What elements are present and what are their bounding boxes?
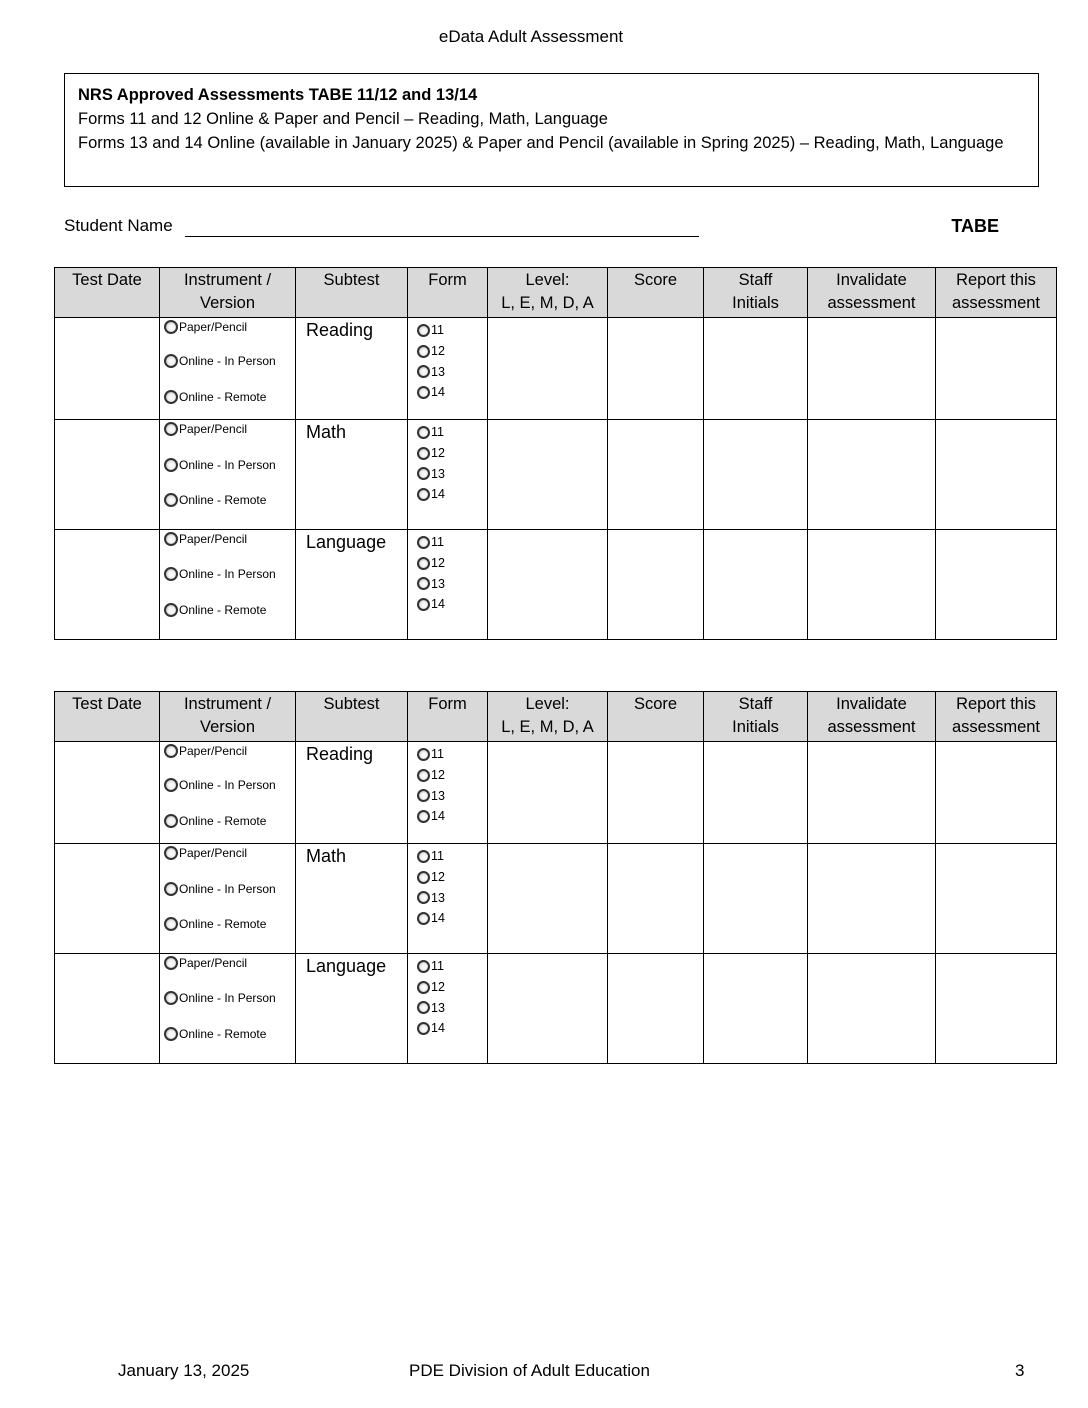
- subtest-cell: [296, 420, 408, 530]
- invalidate-cell[interactable]: [808, 318, 936, 420]
- radio-button-icon[interactable]: [417, 1001, 430, 1014]
- form-option[interactable]: [417, 887, 487, 908]
- form-option[interactable]: [417, 443, 487, 464]
- header-score: Score: [608, 268, 704, 318]
- table-body: [55, 318, 1057, 640]
- footer-page-number: 3: [1015, 1361, 1025, 1380]
- form-option[interactable]: [417, 341, 487, 362]
- subtest-cell: [296, 844, 408, 954]
- form-cell: [408, 954, 488, 1064]
- student-name-row: [64, 216, 999, 236]
- form-option[interactable]: [417, 422, 487, 443]
- header-form: Form: [408, 268, 488, 318]
- assessment-table-1: [54, 267, 1057, 640]
- report-cell[interactable]: [936, 318, 1057, 420]
- report-cell[interactable]: [936, 954, 1057, 1064]
- table-body: [55, 742, 1057, 1064]
- instrument-cell: [160, 318, 296, 420]
- form-option-label: 13: [431, 890, 445, 905]
- instrument-option-label: Online - Remote: [179, 603, 267, 617]
- form-cell: [408, 742, 488, 844]
- radio-button-icon[interactable]: [417, 960, 430, 973]
- report-cell[interactable]: [936, 530, 1057, 640]
- invalidate-cell[interactable]: [808, 530, 936, 640]
- instrument-option[interactable]: [164, 991, 276, 1005]
- header-invalidate: Invalidate assessment: [808, 692, 936, 742]
- score-cell[interactable]: [608, 742, 704, 844]
- instrument-option-label: Online - In Person: [179, 882, 276, 896]
- header-test-date: Test Date: [55, 268, 160, 318]
- score-cell[interactable]: [608, 530, 704, 640]
- radio-button-icon[interactable]: [164, 778, 178, 792]
- form-cell: [408, 530, 488, 640]
- subtest-label: Reading: [306, 744, 374, 764]
- header-level: Level: L, E, M, D, A: [488, 692, 608, 742]
- form-option[interactable]: [417, 361, 487, 382]
- radio-button-icon[interactable]: [164, 917, 178, 931]
- radio-button-icon[interactable]: [417, 426, 430, 439]
- subtest-label: Math: [306, 422, 347, 442]
- form-option[interactable]: [417, 553, 487, 574]
- subtest-label: Language: [306, 532, 387, 552]
- form-option[interactable]: [417, 785, 487, 806]
- instrument-cell: [160, 420, 296, 530]
- form-option-label: 13: [431, 364, 445, 379]
- test-date-cell[interactable]: [55, 954, 160, 1064]
- table-row: [55, 742, 1057, 844]
- subtest-cell: [296, 530, 408, 640]
- radio-button-icon[interactable]: [164, 882, 178, 896]
- form-option-label: 11: [431, 959, 444, 974]
- instrument-option-label: Online - Remote: [179, 390, 267, 404]
- level-cell[interactable]: [488, 742, 608, 844]
- radio-button-icon[interactable]: [164, 458, 178, 472]
- instrument-option-label: Paper/Pencil: [179, 846, 248, 860]
- form-option-label: 12: [431, 870, 445, 885]
- instrument-option[interactable]: [164, 354, 276, 368]
- form-option-label: 11: [431, 535, 444, 550]
- radio-button-icon[interactable]: [417, 577, 430, 590]
- radio-button-icon[interactable]: [164, 320, 178, 334]
- form-option-label: 13: [431, 1000, 445, 1015]
- header-report: Report this assessment: [936, 692, 1057, 742]
- student-name-label: Student Name: [64, 216, 173, 235]
- score-cell[interactable]: [608, 954, 704, 1064]
- instrument-option-label: Paper/Pencil: [179, 422, 248, 436]
- form-option-label: 12: [431, 446, 445, 461]
- instrument-cell: [160, 844, 296, 954]
- test-date-cell[interactable]: [55, 420, 160, 530]
- form-option[interactable]: [417, 320, 487, 341]
- form-option-label: 11: [431, 425, 444, 440]
- form-option[interactable]: [417, 573, 487, 594]
- radio-button-icon[interactable]: [417, 324, 430, 337]
- form-option-label: 13: [431, 788, 445, 803]
- radio-button-icon[interactable]: [417, 447, 430, 460]
- instrument-option[interactable]: [164, 956, 247, 970]
- instrument-option[interactable]: [164, 814, 266, 828]
- instrument-option[interactable]: [164, 846, 247, 860]
- instrument-option-label: Paper/Pencil: [179, 532, 248, 546]
- instrument-option[interactable]: [164, 882, 276, 896]
- form-option-label: 14: [431, 809, 445, 824]
- radio-button-icon[interactable]: [417, 850, 430, 863]
- level-cell[interactable]: [488, 420, 608, 530]
- subtest-label: Math: [306, 846, 347, 866]
- radio-button-icon[interactable]: [164, 956, 178, 970]
- radio-button-icon[interactable]: [164, 1027, 178, 1041]
- subtest-cell: [296, 954, 408, 1064]
- header-score: Score: [608, 692, 704, 742]
- test-date-cell[interactable]: [55, 318, 160, 420]
- invalidate-cell[interactable]: [808, 420, 936, 530]
- document-header: eData Adult Assessment: [438, 27, 624, 46]
- header-level: Level: L, E, M, D, A: [488, 268, 608, 318]
- form-option-label: 14: [431, 385, 445, 400]
- form-option[interactable]: [417, 463, 487, 484]
- radio-button-icon[interactable]: [164, 493, 178, 507]
- form-option-label: 12: [431, 556, 445, 571]
- radio-button-icon[interactable]: [417, 536, 430, 549]
- instrument-option-label: Online - Remote: [179, 814, 267, 828]
- form-option[interactable]: [417, 956, 487, 977]
- form-option[interactable]: [417, 867, 487, 888]
- instrument-option[interactable]: [164, 320, 247, 334]
- form-option-label: 14: [431, 1021, 445, 1036]
- radio-button-icon[interactable]: [417, 488, 430, 501]
- radio-button-icon[interactable]: [417, 386, 430, 399]
- footer-org: PDE Division of Adult Education: [409, 1361, 650, 1380]
- level-cell[interactable]: [488, 954, 608, 1064]
- radio-button-icon[interactable]: [417, 557, 430, 570]
- instrument-option-label: Online - In Person: [179, 354, 276, 368]
- staff-initials-cell[interactable]: [704, 420, 808, 530]
- instrument-option[interactable]: [164, 567, 276, 581]
- staff-initials-cell[interactable]: [704, 742, 808, 844]
- instrument-option-label: Paper/Pencil: [179, 744, 248, 758]
- form-option[interactable]: [417, 594, 487, 615]
- radio-button-icon[interactable]: [417, 365, 430, 378]
- header-staff-initials: Staff Initials: [704, 692, 808, 742]
- instrument-option[interactable]: [164, 603, 266, 617]
- instrument-option[interactable]: [164, 458, 276, 472]
- subtest-label: Language: [306, 956, 387, 976]
- radio-button-icon[interactable]: [417, 769, 430, 782]
- form-cell: [408, 318, 488, 420]
- table-row: [55, 844, 1057, 954]
- subtest-cell: [296, 742, 408, 844]
- instrument-option-label: Paper/Pencil: [179, 320, 248, 334]
- assessment-table-2: [54, 691, 1057, 1064]
- student-name-field[interactable]: [185, 236, 699, 237]
- radio-button-icon[interactable]: [417, 891, 430, 904]
- info-heading: NRS Approved Assessments TABE 11/12 and 13/14: [78, 86, 478, 104]
- form-option[interactable]: [417, 532, 487, 553]
- table-row: [55, 318, 1057, 420]
- staff-initials-cell[interactable]: [704, 844, 808, 954]
- radio-button-icon[interactable]: [417, 467, 430, 480]
- instrument-option-label: Paper/Pencil: [179, 956, 248, 970]
- invalidate-cell[interactable]: [808, 844, 936, 954]
- form-option-label: 12: [431, 980, 445, 995]
- radio-button-icon[interactable]: [417, 810, 430, 823]
- level-cell[interactable]: [488, 844, 608, 954]
- instrument-option[interactable]: [164, 390, 266, 404]
- instrument-option-label: Online - In Person: [179, 567, 276, 581]
- form-option[interactable]: [417, 977, 487, 998]
- staff-initials-cell[interactable]: [704, 318, 808, 420]
- table-row: [55, 954, 1057, 1064]
- instrument-cell: [160, 742, 296, 844]
- assessment-info-box: [64, 73, 1039, 187]
- form-option-label: 11: [431, 323, 444, 338]
- form-option-label: 11: [431, 849, 444, 864]
- instrument-option-label: Online - In Person: [179, 458, 276, 472]
- table-row: [55, 420, 1057, 530]
- test-date-cell[interactable]: [55, 844, 160, 954]
- radio-button-icon[interactable]: [164, 744, 178, 758]
- table-header-row: [55, 692, 1057, 742]
- instrument-option-label: Online - Remote: [179, 493, 267, 507]
- instrument-option[interactable]: [164, 778, 276, 792]
- radio-button-icon[interactable]: [417, 981, 430, 994]
- form-option-label: 11: [431, 747, 444, 762]
- header-staff-initials: Staff Initials: [704, 268, 808, 318]
- level-cell[interactable]: [488, 318, 608, 420]
- report-cell[interactable]: [936, 420, 1057, 530]
- form-cell: [408, 844, 488, 954]
- score-cell[interactable]: [608, 844, 704, 954]
- form-option[interactable]: [417, 1018, 487, 1039]
- staff-initials-cell[interactable]: [704, 530, 808, 640]
- form-option-label: 12: [431, 344, 445, 359]
- invalidate-cell[interactable]: [808, 742, 936, 844]
- form-option[interactable]: [417, 997, 487, 1018]
- radio-button-icon[interactable]: [417, 912, 430, 925]
- score-cell[interactable]: [608, 420, 704, 530]
- form-option[interactable]: [417, 744, 487, 765]
- instrument-option[interactable]: [164, 493, 266, 507]
- radio-button-icon[interactable]: [164, 354, 178, 368]
- form-option-label: 13: [431, 576, 445, 591]
- instrument-cell: [160, 954, 296, 1064]
- header-form: Form: [408, 692, 488, 742]
- staff-initials-cell[interactable]: [704, 954, 808, 1064]
- radio-button-icon[interactable]: [164, 567, 178, 581]
- tabe-label: TABE: [951, 216, 999, 236]
- instrument-option-label: Online - Remote: [179, 1027, 267, 1041]
- score-cell[interactable]: [608, 318, 704, 420]
- header-test-date: Test Date: [55, 692, 160, 742]
- subtest-cell: [296, 318, 408, 420]
- report-cell[interactable]: [936, 742, 1057, 844]
- radio-button-icon[interactable]: [164, 422, 178, 436]
- level-cell[interactable]: [488, 530, 608, 640]
- form-option[interactable]: [417, 806, 487, 827]
- form-option[interactable]: [417, 765, 487, 786]
- info-line-1: Forms 11 and 12 Online & Paper and Pencil – Reading, Math, Language: [78, 110, 608, 128]
- form-option[interactable]: [417, 382, 487, 403]
- subtest-label: Reading: [306, 320, 374, 340]
- instrument-option-label: Online - Remote: [179, 917, 267, 931]
- instrument-cell: [160, 530, 296, 640]
- instrument-option[interactable]: [164, 422, 247, 436]
- radio-button-icon[interactable]: [164, 991, 178, 1005]
- header-subtest: Subtest: [296, 692, 408, 742]
- form-option[interactable]: [417, 908, 487, 929]
- info-line-2: Forms 13 and 14 Online (available in January 2025) & Paper and Pencil (available in Spring 2025) – Reading, Math, Language: [78, 134, 1004, 152]
- form-cell: [408, 420, 488, 530]
- invalidate-cell[interactable]: [808, 954, 936, 1064]
- form-option-label: 12: [431, 768, 445, 783]
- report-cell[interactable]: [936, 844, 1057, 954]
- header-instrument: Instrument / Version: [160, 692, 296, 742]
- radio-button-icon[interactable]: [417, 748, 430, 761]
- form-option[interactable]: [417, 846, 487, 867]
- header-instrument: Instrument / Version: [160, 268, 296, 318]
- instrument-option-label: Online - In Person: [179, 991, 276, 1005]
- radio-button-icon[interactable]: [417, 871, 430, 884]
- radio-button-icon[interactable]: [164, 814, 178, 828]
- radio-button-icon[interactable]: [164, 846, 178, 860]
- footer-date: January 13, 2025: [118, 1361, 250, 1380]
- form-option-label: 14: [431, 911, 445, 926]
- header-invalidate: Invalidate assessment: [808, 268, 936, 318]
- radio-button-icon[interactable]: [164, 603, 178, 617]
- radio-button-icon[interactable]: [417, 789, 430, 802]
- radio-button-icon[interactable]: [417, 1022, 430, 1035]
- header-subtest: Subtest: [296, 268, 408, 318]
- table-row: [55, 530, 1057, 640]
- instrument-option[interactable]: [164, 532, 247, 546]
- instrument-option[interactable]: [164, 744, 247, 758]
- form-option-label: 13: [431, 466, 445, 481]
- form-option[interactable]: [417, 484, 487, 505]
- test-date-cell[interactable]: [55, 530, 160, 640]
- instrument-option[interactable]: [164, 917, 266, 931]
- radio-button-icon[interactable]: [164, 532, 178, 546]
- test-date-cell[interactable]: [55, 742, 160, 844]
- radio-button-icon[interactable]: [164, 390, 178, 404]
- radio-button-icon[interactable]: [417, 345, 430, 358]
- instrument-option[interactable]: [164, 1027, 266, 1041]
- header-report: Report this assessment: [936, 268, 1057, 318]
- form-option-label: 14: [431, 597, 445, 612]
- table-header-row: [55, 268, 1057, 318]
- radio-button-icon[interactable]: [417, 598, 430, 611]
- instrument-option-label: Online - In Person: [179, 778, 276, 792]
- form-option-label: 14: [431, 487, 445, 502]
